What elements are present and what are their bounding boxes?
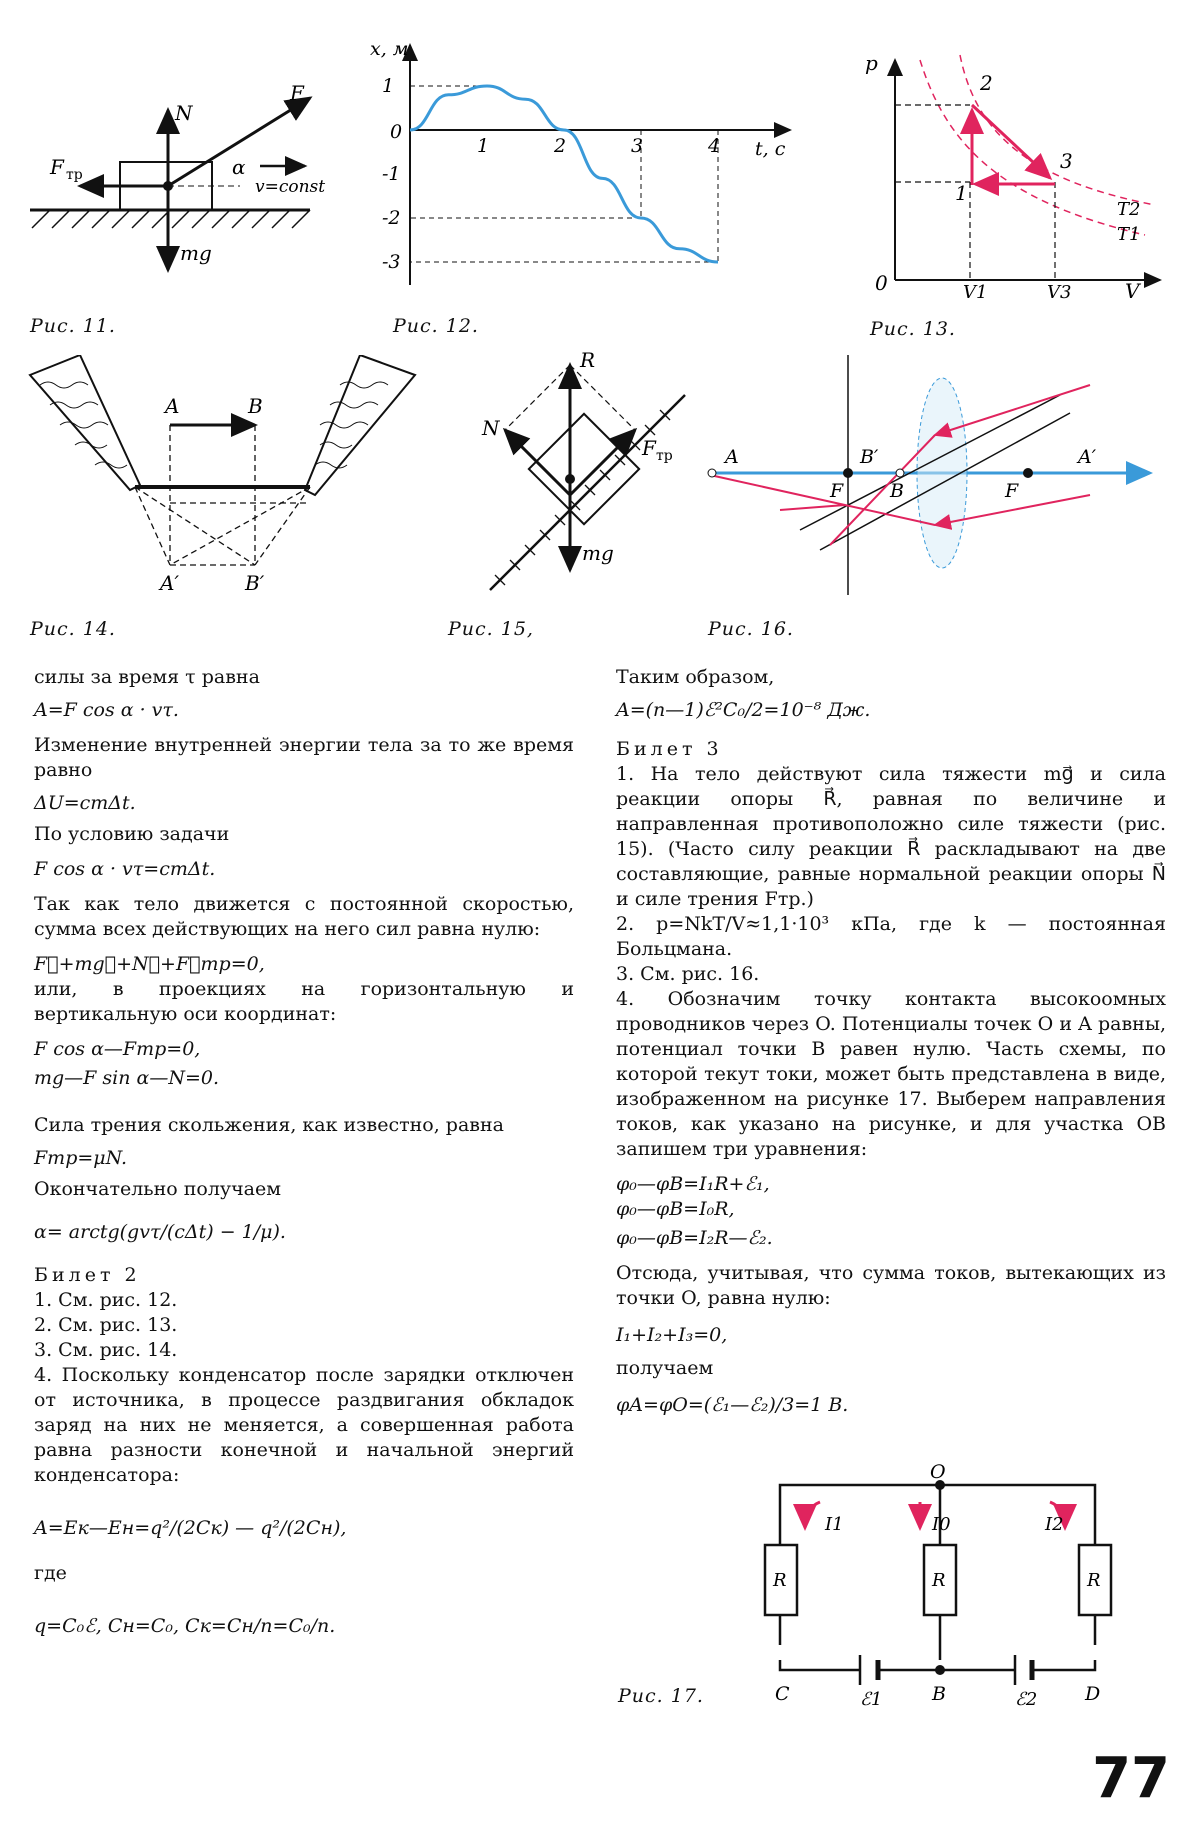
equation: mg—F sin α—N=0.: [34, 1067, 220, 1089]
text-line: силы за время τ равна: [34, 666, 260, 688]
y-tick-label: 1: [382, 75, 395, 97]
text-line: 2. См. рис. 13.: [34, 1314, 178, 1336]
text-line: Окончательно получаем: [34, 1178, 282, 1200]
label-A: A: [165, 394, 180, 418]
x-tick-label: 0: [390, 121, 403, 143]
label-A-prime: A′: [160, 571, 179, 595]
label-R: R: [580, 348, 596, 372]
label-F: F: [290, 81, 304, 105]
page-number: 77: [1092, 1746, 1170, 1811]
label-V1: V1: [963, 282, 988, 300]
label-N: N: [175, 101, 193, 125]
y-tick-label: -1: [382, 163, 401, 185]
text-line: получаем: [616, 1357, 714, 1379]
text-line: Таким образом,: [616, 666, 775, 688]
caption-fig12: Рис. 12.: [393, 315, 479, 337]
x-tick-label: 4: [708, 135, 721, 157]
equation: φA=φO=(ℰ₁—ℰ₂)/3=1 В.: [616, 1394, 849, 1416]
label-p: p: [865, 51, 878, 75]
node-O: O: [930, 1461, 946, 1483]
text-line: или, в проекциях на горизонтальную и вертикальную оси координат:: [34, 978, 574, 1025]
current-I2: I2: [1045, 1514, 1064, 1535]
text-line: 1. См. рис. 12.: [34, 1289, 178, 1311]
equation: Fтр=μN.: [34, 1147, 128, 1169]
equation: q=C₀ℰ, Cн=C₀, Cк=Cн/n=C₀/n.: [34, 1615, 336, 1637]
label-B: B: [890, 480, 904, 502]
equation: α= arctg(gvτ/(cΔt) − 1/μ).: [34, 1221, 286, 1243]
label-B-prime: B′: [245, 571, 265, 595]
current-I1: I1: [825, 1514, 844, 1535]
label-Ftr: F: [50, 155, 64, 179]
figure-11: [20, 70, 360, 290]
label-V3: V3: [1047, 282, 1072, 300]
label-alpha: α: [232, 155, 246, 179]
label-N: N: [482, 416, 500, 440]
series-line-xt: [410, 86, 721, 262]
equation: F⃗+mg⃗+N⃗+F⃗тр=0,: [34, 953, 265, 975]
equation: φ₀—φB=I₂R—ℰ₂.: [616, 1227, 773, 1249]
node-C: C: [775, 1683, 790, 1705]
text-line: 3. См. рис. 14.: [34, 1339, 178, 1361]
y-tick-label: -3: [382, 251, 401, 273]
x-axis-label: t, c: [755, 138, 786, 160]
equation: I₁+I₂+I₃=0,: [616, 1324, 728, 1346]
text-line: По условию задачи: [34, 823, 230, 845]
text-line: Сила трения скольжения, как известно, равна: [34, 1114, 504, 1136]
resistor-R2-label: R: [1087, 1570, 1101, 1591]
figure-13: [855, 50, 1165, 300]
equation: A=Eк—Eн=q²/(2Cк) — q²/(2Cн),: [34, 1517, 347, 1539]
label-Ftr-sub: тр: [656, 448, 673, 464]
label-B-prime: B′: [860, 446, 879, 468]
label-zero: 0: [875, 271, 888, 295]
label-v: v=const: [255, 177, 326, 197]
x-tick-label: 1: [477, 135, 490, 157]
emf-E2: ℰ2: [1015, 1689, 1038, 1710]
label-V: V: [1125, 279, 1140, 300]
text-paragraph: 4. Обозначим точку контакта высокоомных проводников через O. Потенциалы точек O и A равны, потенциал точки B равен нулю. Часть схемы, по которой текут токи, может быть представлена в виде, изображенном на рисунке 17. Выберем направления токов, как указано на рисунке, и для участка OB запишем три уравнения:: [616, 988, 1166, 1160]
caption-fig15: Рис. 15,: [448, 618, 534, 640]
label-B: B: [248, 394, 263, 418]
node-B: B: [932, 1683, 946, 1705]
caption-fig11: Рис. 11.: [30, 315, 116, 337]
equation: φ₀—φB=I₁R+ℰ₁,: [616, 1173, 770, 1195]
right-column: [616, 665, 1166, 1418]
text-paragraph: 1. На тело действуют сила тяжести mg⃗ и сила реакции опоры R⃗, равная по величине и направленная противоположно силе тяжести (рис. 15). (Часто силу реакции R⃗ раскладывают на две составляющие, равные нормальной реакции опоры N⃗ и силе трения Fтр.): [616, 763, 1166, 910]
equation: F cos α · vτ=cmΔt.: [34, 858, 216, 880]
equation: ΔU=cmΔt.: [34, 792, 136, 814]
text-line: где: [34, 1562, 67, 1584]
label-A: A: [725, 446, 739, 468]
label-mg: mg: [180, 241, 212, 265]
label-Ftr-sub: тр: [66, 167, 83, 183]
ticket-heading: Билет 2: [34, 1264, 141, 1286]
label-mg: mg: [582, 541, 614, 565]
text-line: Изменение внутренней энергии тела за то же время равно: [34, 734, 574, 781]
current-I0: I0: [932, 1514, 951, 1535]
y-tick-label: -2: [382, 207, 401, 229]
ticket-heading: Билет 3: [616, 738, 723, 760]
label-A-prime: A′: [1078, 446, 1097, 468]
resistor-R1-label: R: [773, 1570, 787, 1591]
label-F-right: F: [1005, 480, 1019, 502]
figure-16: [700, 355, 1155, 600]
emf-E1: ℰ1: [860, 1689, 883, 1710]
equation: A=F cos α · vτ.: [34, 699, 179, 721]
label-F-left: F: [830, 480, 844, 502]
label-T1: T1: [1117, 224, 1141, 245]
equation: A=(n—1)ℰ²C₀/2=10⁻⁸ Дж.: [616, 699, 871, 721]
text-paragraph: 2. p=NkT/V≈1,1·10³ кПа, где k — постоянная Больцмана.: [616, 913, 1166, 960]
text-line: 3. См. рис. 16.: [616, 963, 760, 985]
caption-fig17: Рис. 17.: [618, 1685, 704, 1707]
label-point2: 2: [980, 71, 993, 95]
figure-17: [760, 1460, 1115, 1710]
text-line: Так как тело движется с постоянной скоростью, сумма всех действующих на него сил равна нулю:: [34, 893, 574, 940]
y-axis-label: x, м: [370, 38, 409, 60]
label-point1: 1: [955, 181, 968, 205]
text-paragraph: Отсюда, учитывая, что сумма токов, вытекающих из точки O, равна нулю:: [616, 1262, 1166, 1309]
label-Ftr: F: [642, 436, 656, 460]
caption-fig16: Рис. 16.: [708, 618, 794, 640]
caption-fig13: Рис. 13.: [870, 318, 956, 340]
label-T2: T2: [1117, 199, 1141, 220]
label-point3: 3: [1060, 149, 1073, 173]
node-D: D: [1085, 1683, 1101, 1705]
left-column: [34, 665, 574, 1639]
resistor-R0-label: R: [932, 1570, 946, 1591]
equation: F cos α—Fтр=0,: [34, 1038, 201, 1060]
figure-15: [470, 345, 710, 600]
caption-fig14: Рис. 14.: [30, 618, 116, 640]
text-paragraph: 4. Поскольку конденсатор после зарядки отключен от источника, в процессе раздвигания обкладок заряд на них не меняется, а совершенная работа равна разности конечной и начальной энергий конденсатора:: [34, 1364, 574, 1486]
equation: φ₀—φB=I₀R,: [616, 1198, 735, 1220]
x-tick-label: 3: [631, 135, 644, 157]
x-tick-label: 2: [554, 135, 567, 157]
figure-14: [20, 355, 430, 595]
figure-12-chart: [370, 30, 800, 300]
